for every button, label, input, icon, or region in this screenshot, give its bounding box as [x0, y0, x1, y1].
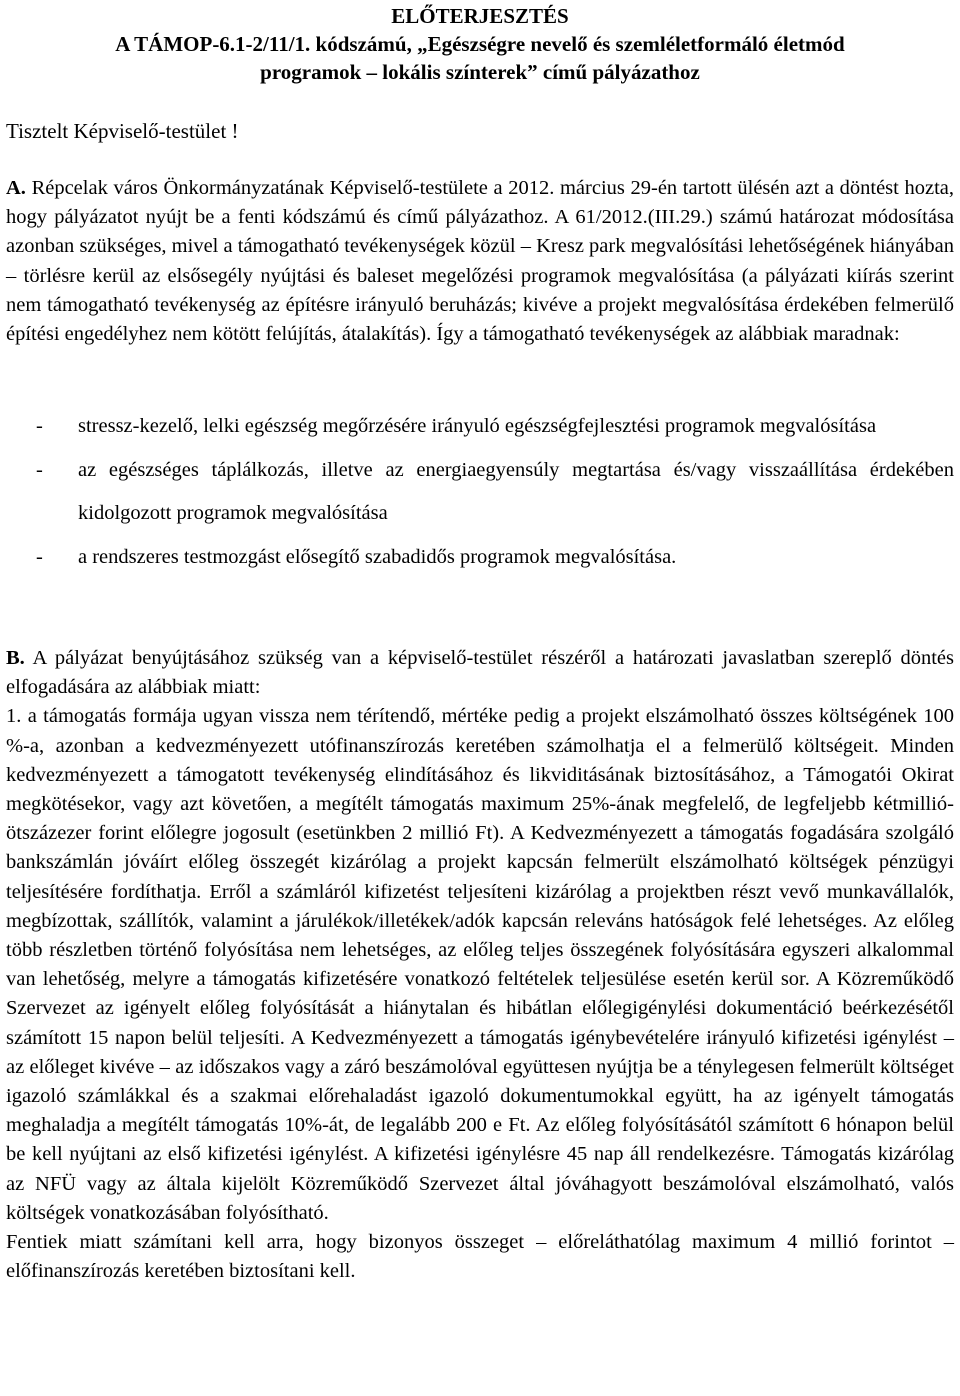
- activities-list: [6, 405, 954, 579]
- list-dash: -: [36, 458, 43, 481]
- list-dash: -: [36, 415, 43, 437]
- list-dash: -: [36, 545, 43, 568]
- document-title: [0, 2, 960, 86]
- title-heading: ELŐTERJESZTÉS: [391, 4, 569, 28]
- section-b-intro: [6, 644, 954, 702]
- section-a-paragraph: [6, 174, 954, 349]
- section-a-label: A.: [6, 177, 26, 199]
- section-b-label: B.: [6, 647, 25, 669]
- list-item-text: az egészséges táplálkozás, illetve az energiaegyensúly megtartása és/vagy visszaállítása érdekében kidolgozott programok megvalósítása: [78, 458, 954, 524]
- section-a-text: Répcelak város Önkormányzatának Képviselő-testülete a 2012. március 29-én tartott ülésén azt a döntést hozta, hogy pályázatot nyújt be a fenti kódszámú és című pályázathoz. A 61/2012.(III.29.) számú határozat módosítása azonban szükséges, mivel a támogatható tevékenységek közül – Kresz park megvalósítási lehetőségének hiányában – törlésre kerül az elsősegély nyújtási és baleset megelőzési programok megvalósítása (a pályázati kiírás szerint nem támogatható tevékenység az építésre irányuló beruházás; kivéve a projekt megvalósítása érdekében felmerülő építési engedélyhez nem kötött felújítás, átalakítás). Így a támogatható tevékenységek az alábbiak maradnak:: [6, 177, 954, 346]
- list-item: [6, 449, 954, 536]
- section-b-point-1: 1. a támogatás formája ugyan vissza nem térítendő, mértéke pedig a projekt elszámolható összes költségének 100 %-a, azonban a kedvezményezett utófinanszírozás keretében számolhatja el a felmerülő költségeit. Minden kedvezményezett a támogatott tevékenység elindításához és likviditásának biztosításához, a Támogatói Okirat megkötésekor, vagy azt követően, a megítélt támogatás maximum 25%-ának megfelelő, de legfeljebb kétmillió-ötszázezer forint előlegre jogosult (esetünkben 2 millió Ft). A Kedvezményezett a támogatás fogadására szolgáló bankszámlán jóváírt előleg összegét kizárólag a projekt kapcsán felmerült elszámolható költségek pénzügyi teljesítésére fordíthatja. Erről a számláról kifizetést teljesíteni kizárólag a projektben részt vevő munkavállalók, megbízottak, szállítók, valamint a járulékok/illetékek/adók kapcsán releváns hatóságok felé lehetséges. Az előleg több részletben történő folyósítása nem lehetséges, az előleg teljes összegének folyósítására egyszeri alkalommal van lehetőség, melyre a támogatás kifizetésére vonatkozó feltételek teljesülése esetén kerül sor. A Közreműködő Szervezet az igényelt előleg folyósítását a hiánytalan és hibátlan előlegigénylési dokumentáció beérkezésétől számított 15 napon belül teljesíti. A Kedvezményezett a támogatás igénybevételére irányuló kifizetési igénylést – az előleget kivéve – az időszakos vagy a záró beszámolóval együttesen nyújtja be a ténylegesen felmerült költséget igazoló számlákkal és a szakmai előrehaladást igazoló dokumentumokkal együtt, ha az igényelt támogatás meghaladja a megítélt támogatás 10%-át, de legalább 200 e Ft. Az előleg folyósításától számított 6 hónapon belül be kell nyújtani az első kifizetési igénylést. A kifizetési igénylésre 45 nap áll rendelkezésre. Támogatás kizárólag az NFÜ vagy az általa kijelölt Közreműködő Szervezet által jóváhagyott beszámolóval elszámolható, valós költségek vonatkozásában folyósítható.: [6, 705, 954, 1224]
- list-item: [6, 536, 954, 580]
- list-item-text: stressz-kezelő, lelki egészség megőrzésére irányuló egészségfejlesztési programok megvalósítása: [78, 415, 877, 437]
- title-subject-line-2: programok – lokális színterek” című pályázathoz: [260, 60, 700, 84]
- list-item-text: a rendszeres testmozgást elősegítő szabadidős programok megvalósítása.: [78, 545, 677, 568]
- section-b-intro-text: A pályázat benyújtásához szükség van a képviselő-testület részéről a határozati javaslatban szereplő döntés elfogadására az alábbiak miatt:: [6, 647, 954, 699]
- section-b: [6, 644, 954, 1286]
- salutation: Tisztelt Képviselő-testület !: [6, 119, 239, 143]
- title-subject-line-1: A TÁMOP-6.1-2/11/1. kódszámú, „Egészségre nevelő és szemléletformáló életmód: [115, 32, 845, 56]
- section-b-closing: Fentiek miatt számítani kell arra, hogy bizonyos összeget – előreláthatólag maximum 4 millió forintot – előfinanszírozás keretében biztosítani kell.: [6, 1231, 954, 1283]
- list-item: [6, 405, 954, 449]
